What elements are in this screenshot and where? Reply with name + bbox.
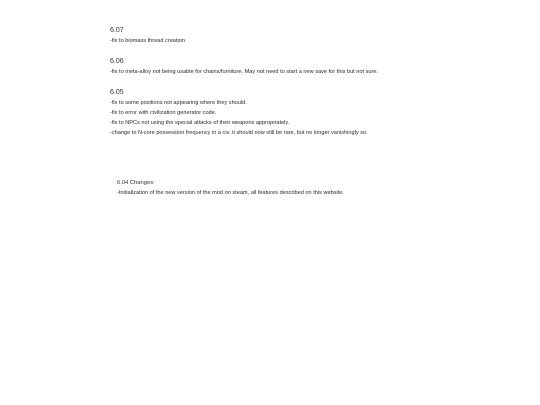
- release-entry: -fix to NPCs not using the special attacks of their weapons appropriately.: [110, 120, 290, 126]
- release-6-07: [110, 26, 430, 46]
- release-entry: -fix to biomass thread creation: [110, 38, 185, 44]
- release-entry: -fix to error with civilization generator code.: [110, 110, 217, 116]
- release-version: 6.07: [110, 27, 124, 34]
- release-version: 6.05: [110, 89, 124, 96]
- release-entry: -fix to some positions not appearing where they should.: [110, 100, 247, 106]
- release-entry: -change to N-core possession frequency in a civ. it should now still be rare, but no longer vanishingly so.: [110, 130, 368, 136]
- release-heading: 6.04 Changes:: [117, 180, 155, 186]
- release-6-05: [110, 88, 430, 138]
- release-entry: -Initialization of the new version of the mod on steam, all features described on this website.: [117, 190, 344, 196]
- release-entry: -fix to meta-alloy not being usable for chains/furniture. May not need to start a new save for this but not sure.: [110, 69, 379, 75]
- release-6-06: [110, 57, 430, 77]
- release-6-04: [117, 178, 437, 198]
- release-version: 6.06: [110, 58, 124, 65]
- changelog-list: [110, 26, 430, 149]
